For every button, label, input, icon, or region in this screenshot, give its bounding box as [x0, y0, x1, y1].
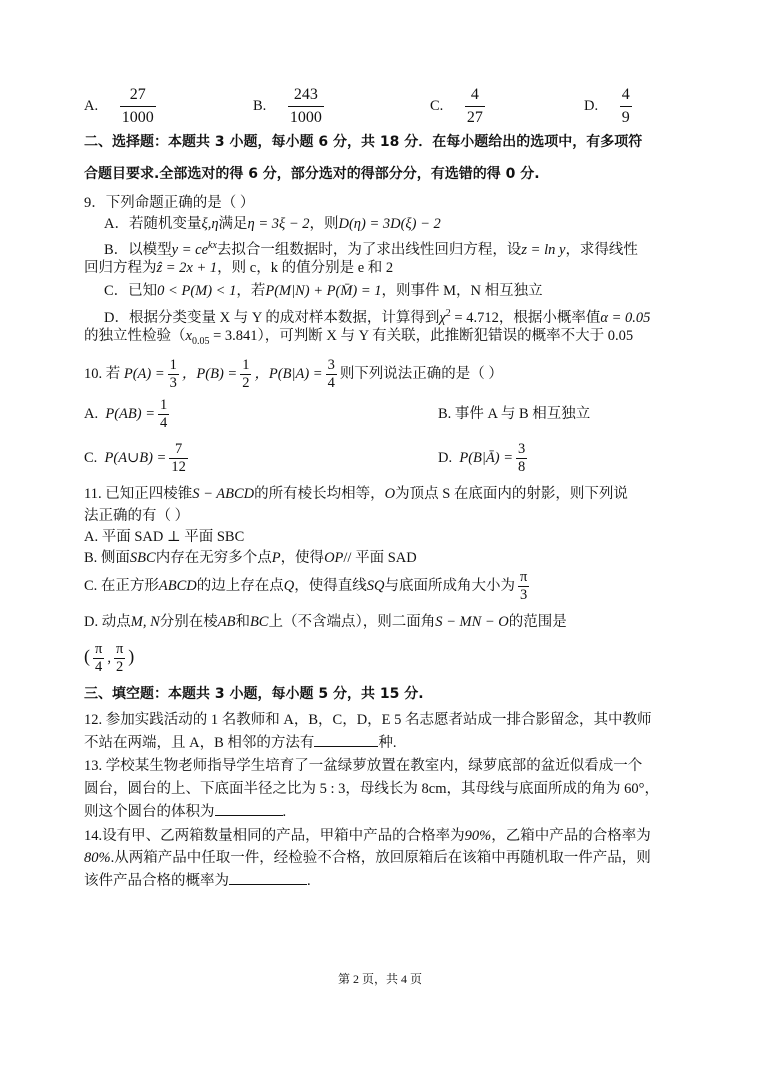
text: C. 在正方形: [84, 578, 159, 594]
math: Q: [283, 578, 295, 594]
fraction: [516, 441, 527, 476]
math: = 4.712: [450, 309, 499, 326]
q11-line2: 法正确的有（ ）: [84, 508, 190, 524]
text: B．以模型: [104, 241, 172, 258]
q9-option-a: [104, 214, 441, 234]
math: P(A) =: [123, 366, 165, 382]
numerator: 3: [517, 441, 526, 458]
math: AB: [217, 614, 236, 630]
math: x: [185, 328, 192, 344]
text: ，使得: [280, 550, 325, 566]
math: α = 0.05: [600, 309, 651, 326]
fraction: [120, 84, 156, 129]
q12-line1: 12. 参加实践活动的 1 名教师和 A，B，C，D，E 5 名志愿者站成一排合影留念，其中教师: [84, 712, 652, 728]
option-letter: A.: [84, 98, 99, 114]
text: ，若: [236, 283, 266, 299]
text: ），可判断 X 与 Y 有关联，此推断犯错误的概率不大于 0.05: [257, 328, 634, 344]
numerator: 1: [242, 357, 250, 374]
answer-blank[interactable]: [215, 801, 283, 816]
section2-line1: 二、选择题：本题共 3 小题，每小题 6 分，共 18 分．在每小题给出的选项中，有多项符: [84, 134, 643, 150]
math: M, N: [130, 614, 160, 630]
q9-option-d-line2: [84, 326, 633, 352]
text: ，乙箱中产品的合格率为: [491, 828, 651, 844]
text: 和: [235, 614, 250, 630]
text: ，: [644, 781, 659, 797]
math: ẑ = 2x + 1: [156, 260, 218, 276]
text: 圆台，圆台的上、下底面半径之比为: [84, 781, 316, 797]
fraction: [326, 357, 337, 392]
text: 该件产品合格的概率为: [84, 873, 229, 889]
text: 满足: [218, 216, 248, 232]
option-letter: D.: [438, 450, 453, 466]
q11-range: ( $\frac{\pi}{4}$ , $\frac{\pi}{2}$ ): [84, 636, 134, 678]
q8-option-c: [430, 84, 488, 129]
q9-option-d-line1: [104, 304, 650, 328]
math: z = ln y: [521, 241, 566, 258]
math: 80%: [84, 850, 111, 866]
text: 内存在无穷多个点: [155, 550, 272, 566]
math: SQ: [366, 578, 385, 594]
text: 的边上存在点: [196, 578, 284, 594]
text: ，根据小概率值: [498, 309, 601, 326]
option-letter: A.: [84, 406, 99, 422]
q9-option-c: [104, 281, 543, 301]
q8-option-a: [84, 84, 159, 129]
text: A．若随机变量: [104, 216, 202, 232]
denominator: 1000: [289, 109, 322, 127]
left-paren: (: [84, 646, 90, 666]
numerator: 4: [465, 84, 485, 107]
math: P(A∪B) =: [104, 450, 167, 466]
fraction: [465, 84, 485, 129]
text: 为顶点 S 在底面内的射影，则下列说: [395, 486, 628, 502]
denominator: 2: [115, 659, 124, 676]
text: 的独立性检验（: [84, 328, 186, 344]
numerator: 7: [169, 441, 188, 459]
option-letter: D.: [584, 98, 599, 114]
text: .: [307, 873, 311, 889]
text: 11. 已知正四棱锥: [84, 486, 193, 502]
q8-option-b: [253, 84, 327, 129]
q9-stem: 9．下列命题正确的是（ ）: [84, 195, 255, 211]
q13-line3: [84, 801, 286, 822]
text: ，求得线性: [565, 241, 638, 258]
text: 10. 若: [84, 366, 121, 382]
text: B. 侧面: [84, 550, 130, 566]
math: OP: [324, 550, 344, 566]
fraction: [169, 441, 188, 476]
numerator: π: [95, 641, 103, 658]
text: D. 动点: [84, 614, 131, 630]
denominator: 3: [169, 375, 177, 392]
exponent: 2: [445, 308, 451, 319]
option-letter: C.: [84, 450, 98, 466]
numerator: 3: [327, 357, 335, 374]
section3-title: 三、填空题：本题共 3 小题，每小题 5 分，共 15 分.: [84, 686, 424, 702]
text: ，则: [309, 216, 339, 232]
numerator: 1: [169, 357, 177, 374]
text: 则这个圆台的体积为: [84, 804, 215, 820]
text: D．根据分类变量 X 与 Y 的成对样本数据，计算得到: [104, 309, 440, 326]
text: // 平面 SAD: [343, 550, 417, 566]
answer-blank[interactable]: [314, 732, 378, 747]
numerator: π: [520, 569, 528, 586]
text: 与底面所成角大小为: [384, 578, 515, 594]
answer-blank[interactable]: [229, 870, 307, 885]
page-footer: 第 2 页，共 4 页: [337, 972, 422, 986]
q13-line1: 13. 学校某生物老师指导学生培育了一盆绿萝放置在教室内，绿萝底部的盆近似看成一个: [84, 758, 643, 774]
text: 分别在棱: [159, 614, 218, 630]
numerator: 243: [288, 84, 324, 107]
math: BC: [249, 614, 269, 630]
math: y = ce: [171, 241, 209, 258]
denominator: 4: [327, 375, 335, 392]
section2-line2: 合题目要求.全部选对的得 6 分，部分选对的得部分分，有选错的得 0 分.: [84, 166, 540, 182]
text: ，则 c，k 的值分别是 e 和 2: [217, 260, 394, 276]
numerator: 1: [160, 397, 168, 414]
q11-option-a: A. 平面 SAD ⊥ 平面 SBC: [84, 529, 245, 545]
exponent: kx: [208, 240, 217, 251]
q9-option-b-line2: [84, 258, 393, 278]
q11-option-c: [84, 566, 532, 606]
math: SBC: [129, 550, 156, 566]
text: C．已知: [104, 283, 158, 299]
option-letter: B.: [253, 98, 267, 114]
subscript: 0.05: [191, 335, 210, 347]
math: D(η) = 3D(ξ) − 2: [338, 216, 441, 232]
text: .: [282, 804, 287, 820]
text: 不站在两端，且 A，B 相邻的方法有: [84, 735, 315, 751]
text: 种.: [378, 735, 397, 751]
math: P: [271, 550, 281, 566]
q8-option-d: [584, 84, 635, 129]
math: ABCD: [158, 578, 197, 594]
fraction: [288, 84, 324, 129]
math: P(AB) =: [105, 406, 155, 422]
math: η = 3ξ − 2: [247, 216, 310, 232]
text: ，母线长为 8cm，其母线与底面所成的角为: [345, 781, 621, 797]
q10-option-b: B. 事件 A 与 B 相互独立: [438, 406, 591, 422]
text: ，使得直线: [294, 578, 367, 594]
fraction: [518, 569, 529, 604]
q10-option-d: [438, 438, 530, 478]
denominator: 27: [466, 109, 483, 127]
math: P(B|Ā) =: [459, 450, 513, 466]
math: O: [384, 486, 396, 502]
math: 0 < P(M) < 1: [157, 283, 237, 299]
denominator: 12: [171, 459, 186, 476]
denominator: 3: [520, 587, 528, 604]
text: ，则事件 M，N 相互独立: [381, 283, 543, 299]
right-paren: ): [128, 646, 135, 666]
text: 14.设有甲、乙两箱数量相同的产品，甲箱中产品的合格率为: [84, 828, 465, 844]
text: 去拟合一组数据时，为了求出线性回归方程，设: [216, 241, 522, 258]
denominator: 8: [517, 459, 526, 476]
text: 上（不含端点），则二面角: [268, 614, 436, 630]
math: 90%: [464, 828, 492, 844]
numerator: π: [115, 641, 124, 658]
math: = 3.841: [209, 328, 258, 344]
math: χ: [439, 309, 446, 326]
q14-line2: [84, 848, 651, 868]
math: S − ABCD: [192, 486, 255, 502]
denominator: 4: [160, 415, 168, 432]
math: S − MN − O: [435, 614, 509, 630]
fraction: [93, 641, 104, 676]
q10-option-a: [84, 394, 172, 434]
fraction: [168, 357, 179, 392]
fraction: [158, 397, 169, 432]
numerator: 4: [620, 84, 632, 107]
fraction: [620, 84, 632, 129]
text: 则下列说法正确的是（ ）: [339, 366, 503, 382]
q14-line3: [84, 870, 311, 891]
math: 60°: [624, 781, 645, 797]
q10-option-c: [84, 438, 191, 478]
q14-line1: [84, 826, 651, 846]
fraction: [114, 641, 125, 676]
math: 5 : 3: [319, 781, 346, 797]
q13-line2: [84, 779, 659, 799]
q10-stem: [84, 354, 503, 394]
denominator: 2: [242, 375, 250, 392]
denominator: 1000: [121, 109, 154, 127]
math: ξ,η: [201, 216, 219, 232]
text: 回归方程为: [84, 260, 157, 276]
text: .从两箱产品中任取一件，经检验不合格，放回原箱后在该箱中再随机取一件产品，则: [110, 850, 651, 866]
q11-option-b: [84, 548, 417, 568]
text: 的所有棱长均相等，: [254, 486, 385, 502]
q9-option-b-line1: [104, 236, 638, 260]
q11-line1: [84, 484, 628, 504]
fraction: [240, 357, 251, 392]
option-letter: C.: [430, 98, 444, 114]
denominator: 9: [621, 109, 630, 127]
denominator: 4: [95, 659, 103, 676]
text: 的范围是: [508, 614, 567, 630]
math: P(M|N) + P(M̄) = 1: [265, 283, 382, 299]
math: ，P(B) =: [181, 366, 238, 382]
math: ，P(B|A) =: [254, 366, 323, 382]
numerator: 27: [120, 84, 156, 107]
q12-line2: [84, 732, 397, 753]
q11-option-d: [84, 612, 567, 632]
